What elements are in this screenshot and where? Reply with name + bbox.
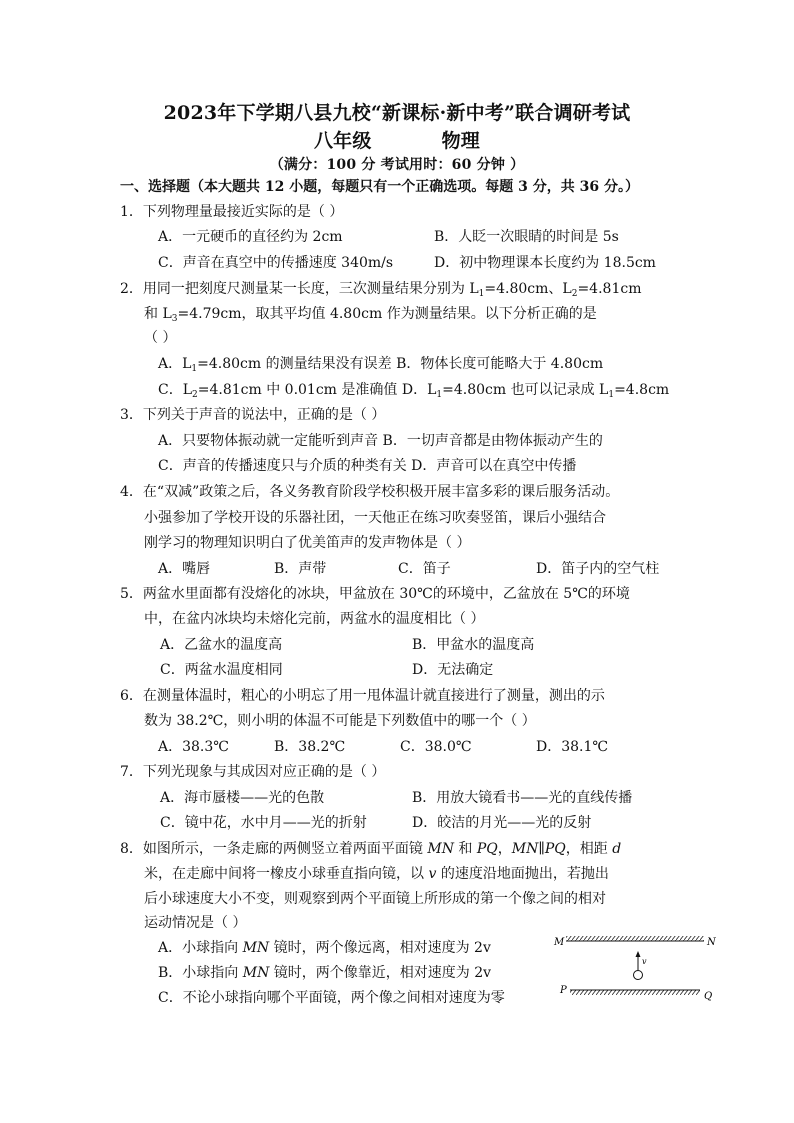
q4-stem-line2: 小强参加了学校开设的乐器社团，一天他正在练习吹奏竖笛，课后小强结合 (144, 510, 606, 526)
q2-text: 和 L (144, 306, 172, 322)
q8-text: B．小球指向 (158, 965, 243, 981)
q2-stem-line1 (120, 280, 641, 298)
q8-text: 米，在走廊中间将一橡皮小球垂直指向镜，以 (144, 866, 429, 882)
q8-text: ， (497, 841, 512, 857)
q2-text: =4.81cm 中 0.01cm 是准确值 D．L (197, 382, 437, 398)
mirror-corridor-diagram (552, 930, 722, 1005)
q5-stem-line1: 5．两盆水里面都有没熔化的冰块，甲盆放在 30℃的环境中，乙盆放在 5℃的环境 (120, 586, 630, 602)
q2-options-cd (158, 381, 669, 399)
q8-stem-line3: 后小球速度大小不变，则观察到两个平面镜上所形成的第一个像之间的相对 (144, 891, 606, 907)
section-heading: 一、选择题（本大题共 12 小题，每题只有一个正确选项。每题 3 分，共 36 分。） (120, 179, 639, 195)
mirror-pq-hatching (570, 990, 700, 995)
q6-option-a: A．38.3℃ (158, 739, 229, 755)
q8-text: 8．如图所示，一条走廊的两侧竖立着两面平面镜 (120, 841, 428, 857)
q5-option-b: B．甲盆水的温度高 (412, 637, 535, 653)
q5-option-d: D．无法确定 (412, 662, 494, 678)
velocity-v-label: v (428, 866, 437, 882)
q7-stem: 7．下列光现象与其成因对应正确的是（ ） (120, 764, 386, 780)
label-m: M (554, 937, 565, 948)
q4-stem-line1: 4．在“双减”政策之后，各义务教育阶段学校积极开展丰富多彩的课后服务活动。 (120, 484, 620, 500)
q1-stem: 1．下列物理量最接近实际的是（ ） (120, 204, 344, 220)
q8-option-b (158, 964, 491, 982)
q6-option-d: D．38.1℃ (536, 739, 609, 755)
rubber-ball (634, 971, 643, 980)
q2-text: =4.80cm 也可以记录成 L (442, 382, 609, 398)
subscript: 1 (608, 390, 615, 400)
q4-option-a: A．嘴唇 (158, 561, 211, 577)
q7-option-b: B．用放大镜看书——光的直线传播 (412, 790, 633, 806)
q6-stem-line2: 数为 38.2℃，则小明的体温不可能是下列数值中的哪一个（ ） (144, 713, 536, 729)
arrow-head-icon (636, 951, 641, 957)
q4-option-d: D．笛子内的空气柱 (536, 561, 660, 577)
q6-option-c: C．38.0℃ (400, 739, 472, 755)
q2-stem-line3: （ ） (144, 330, 177, 346)
q2-options-ab (158, 355, 603, 373)
q4-option-c: C．笛子 (398, 561, 451, 577)
q3-options-ab: A．只要物体振动就一定能听到声音 B．一切声音都是由物体振动产生的 (158, 433, 603, 449)
q1-option-a: A．一元硬币的直径约为 2cm (158, 229, 343, 245)
q5-stem-line2: 中，在盆内冰块均未熔化完前，两盆水的温度相比（ ） (144, 611, 485, 627)
q2-text: 2．用同一把刻度尺测量某一长度，三次测量结果分别为 L (120, 281, 479, 297)
q7-option-c: C．镜中花，水中月——光的折射 (160, 815, 367, 831)
q8-stem-line4: 运动情况是（ ） (144, 915, 247, 931)
exam-title: 2023年下学期八县九校“新课标·新中考”联合调研考试 (163, 102, 631, 124)
exam-info: （满分：100 分 考试用时：60 分钟 ） (269, 157, 525, 173)
mirror-mn-label: MN (242, 940, 270, 956)
q6-option-b: B．38.2℃ (274, 739, 346, 755)
q8-option-a (158, 939, 491, 957)
label-p: P (560, 985, 567, 996)
label-q: Q (704, 991, 713, 1002)
subscript: 1 (478, 289, 485, 299)
q2-text: =4.8cm (614, 382, 670, 398)
q8-stem-line1 (120, 840, 621, 858)
q5-option-c: C．两盆水温度相同 (160, 662, 283, 678)
q1-option-c: C．声音在真空中的传播速度 340m/s (158, 255, 394, 271)
q8-text: 的速度沿地面抛出，若抛出 (436, 866, 609, 882)
subscript: 2 (192, 390, 198, 400)
grade-label: 八年级 (313, 130, 372, 152)
q8-text: 镜时，两个像靠近，相对速度为 2v (269, 965, 492, 981)
q8-text: A．小球指向 (158, 940, 243, 956)
q2-text: =4.80cm 的测量结果没有误差 B．物体长度可能略大于 4.80cm (197, 356, 604, 372)
q8-option-c: C．不论小球指向哪个平面镜，两个像之间相对速度为零 (158, 990, 505, 1006)
q8-stem-line2 (144, 865, 609, 883)
subscript: 3 (171, 314, 178, 324)
q2-text: C．L (158, 382, 193, 398)
q7-option-d: D．皎洁的月光——光的反射 (412, 815, 592, 831)
q2-text: =4.79cm，取其平均值 4.80cm 作为测量结果。以下分析正确的是 (177, 306, 597, 322)
label-n: N (707, 937, 716, 948)
q1-option-d: D．初中物理课本长度约为 18.5cm (434, 255, 656, 271)
distance-d-label: d (612, 841, 622, 857)
label-v: v (642, 957, 647, 966)
q2-text: A．L (158, 356, 192, 372)
q6-stem-line1: 6．在测量体温时，粗心的小明忘了用一甩体温计就直接进行了测量，测出的示 (120, 688, 605, 704)
q5-option-a: A．乙盆水的温度高 (160, 637, 283, 653)
q3-options-cd: C．声音的传播速度只与介质的种类有关 D．声音可以在真空中传播 (158, 458, 577, 474)
parallel-symbol: ∥ (538, 841, 545, 857)
q8-text: ，相距 (565, 841, 613, 857)
q2-text: =4.80cm、L (484, 281, 572, 297)
q8-text: 镜时，两个像远离，相对速度为 2v (269, 940, 491, 956)
subscript: 2 (571, 289, 578, 299)
mirror-mn-label: MN (427, 841, 454, 857)
q7-option-a: A．海市蜃楼——光的色散 (160, 790, 325, 806)
mirror-pq-label: PQ (476, 841, 498, 857)
mirror-mn-label: MN (511, 841, 539, 857)
q2-stem-line2 (144, 305, 597, 323)
q3-stem: 3．下列关于声音的说法中，正确的是（ ） (120, 407, 386, 423)
q8-text: 和 (453, 841, 477, 857)
q2-text: =4.81cm (577, 281, 642, 297)
mirror-pq-label: PQ (544, 841, 566, 857)
q1-option-b: B．人眨一次眼睛的时间是 5s (434, 229, 619, 245)
q4-stem-line3: 刚学习的物理知识明白了优美笛声的发声物体是（ ） (144, 535, 471, 551)
subject-label: 物理 (441, 130, 480, 152)
q4-option-b: B．声带 (274, 561, 327, 577)
mirror-mn-label: MN (242, 965, 270, 981)
mirror-mn-hatching (566, 936, 704, 941)
subscript: 1 (436, 390, 443, 400)
grade-subject-line (0, 126, 794, 153)
subscript: 1 (191, 364, 198, 374)
